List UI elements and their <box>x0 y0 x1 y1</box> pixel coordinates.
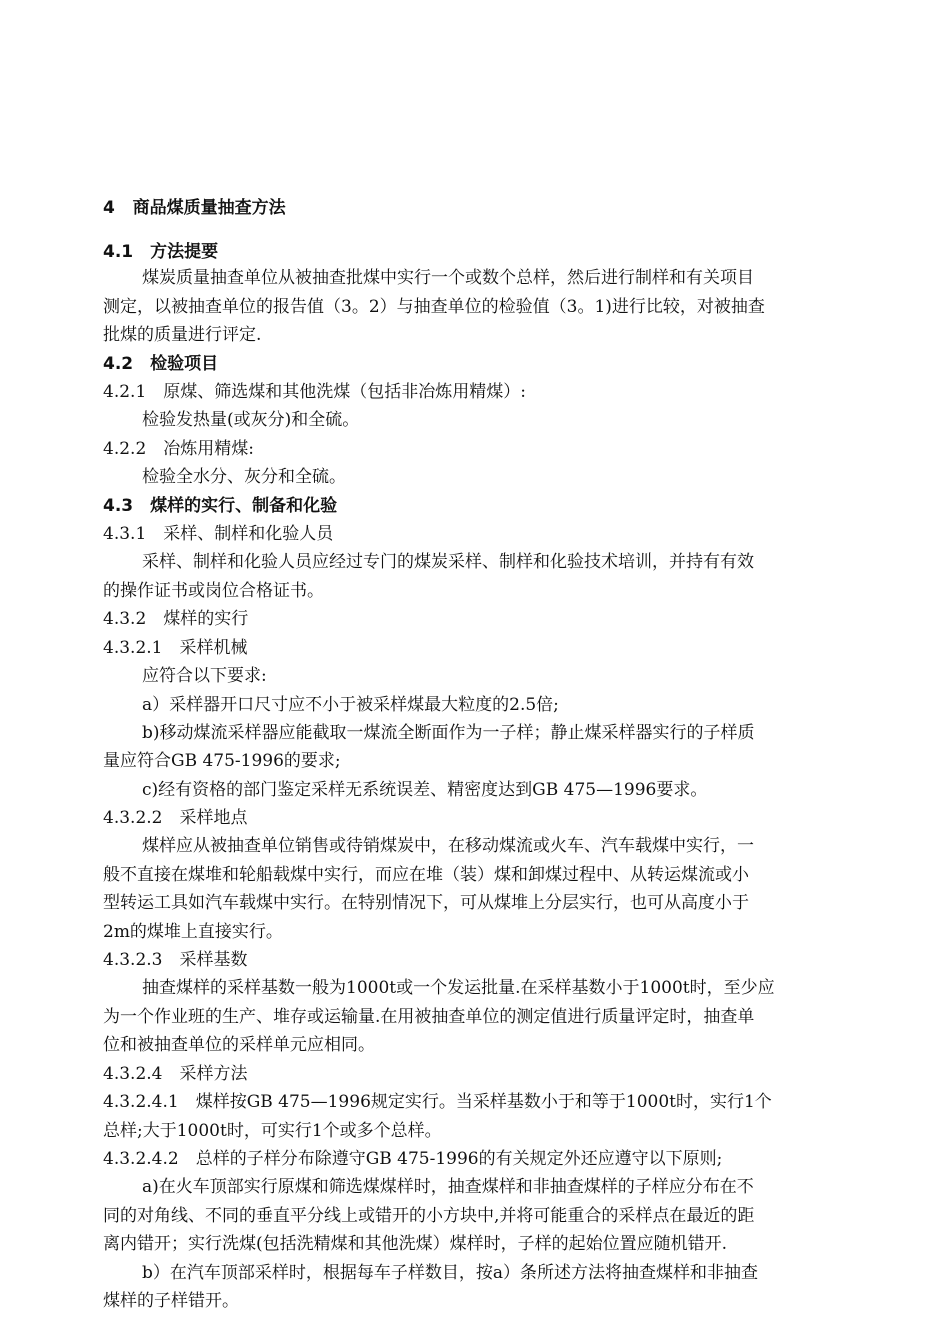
paragraph-line: 量应符合GB 475-1996的要求; <box>103 751 341 771</box>
clause-heading: 4.3.2.1 采样机械 <box>103 638 248 658</box>
list-item: b)移动煤流采样器应能截取一煤流全断面作为一子样；静止煤采样器实行的子样质 <box>142 723 755 743</box>
section-title: 商品煤质量抽查方法 <box>132 198 286 218</box>
paragraph-line: 批煤的质量进行评定. <box>103 325 262 345</box>
paragraph-line: 应符合以下要求: <box>142 666 267 686</box>
paragraph-line: 离内错开；实行洗煤(包括洗精煤和其他洗煤）煤样时，子样的起始位置应随机错开. <box>103 1234 728 1254</box>
paragraph-line: 检验发热量(或灰分)和全硫。 <box>142 410 360 430</box>
paragraph-line: 4.3.2.4.1 煤样按GB 475—1996规定实行。当采样基数小于和等于1000t时，实行1个 <box>103 1092 772 1112</box>
paragraph-line: 采样、制样和化验人员应经过专门的煤炭采样、制样和化验技术培训，并持有有效 <box>142 552 754 572</box>
paragraph-line: 般不直接在煤堆和轮船载煤中实行，而应在堆（装）煤和卸煤过程中、从转运煤流或小 <box>103 865 749 885</box>
subsection-heading: 4.3 煤样的实行、制备和化验 <box>103 496 338 516</box>
section-number: 4 <box>103 198 115 218</box>
paragraph-line: 位和被抽查单位的采样单元应相同。 <box>103 1035 375 1055</box>
paragraph-line: 测定，以被抽查单位的报告值（3。2）与抽查单位的检验值（3。1)进行比较，对被抽查 <box>103 297 765 317</box>
paragraph-line: 煤样的子样错开。 <box>103 1291 239 1311</box>
list-item: a）采样器开口尺寸应不小于被采样煤最大粒度的2.5倍; <box>142 695 559 715</box>
list-item: b）在汽车顶部采样时，根据每车子样数目，按a）条所述方法将抽查煤样和非抽查 <box>142 1263 759 1283</box>
paragraph-line: 抽查煤样的采样基数一般为1000t或一个发运批量.在采样基数小于1000t时，至少应 <box>142 978 775 998</box>
paragraph-line: 煤炭质量抽查单位从被抽查批煤中实行一个或数个总样，然后进行制样和有关项目 <box>142 268 754 288</box>
subsection-heading: 4.1 方法提要 <box>103 242 219 262</box>
paragraph-line: 为一个作业班的生产、堆存或运输量.在用被抽查单位的测定值进行质量评定时，抽查单 <box>103 1007 755 1027</box>
clause-heading: 4.2.1 原煤、筛选煤和其他洗煤（包括非冶炼用精煤）: <box>103 382 526 402</box>
paragraph-line: 同的对角线、不同的垂直平分线上或错开的小方块中,并将可能重合的采样点在最近的距 <box>103 1206 755 1226</box>
clause-heading: 4.2.2 冶炼用精煤: <box>103 439 254 459</box>
paragraph-line: 型转运工具如汽车载煤中实行。在特别情况下，可从煤堆上分层实行，也可从高度小于 <box>103 893 749 913</box>
paragraph-line: 总样;大于1000t时，可实行1个或多个总样。 <box>103 1121 442 1141</box>
paragraph-line: 的操作证书或岗位合格证书。 <box>103 581 324 601</box>
list-item: c)经有资格的部门鉴定采样无系统误差、精密度达到GB 475—1996要求。 <box>142 780 708 800</box>
section-heading <box>103 198 286 218</box>
clause-heading: 4.3.2.4 采样方法 <box>103 1064 248 1084</box>
clause-heading: 4.3.2.2 采样地点 <box>103 808 248 828</box>
clause-heading: 4.3.2.3 采样基数 <box>103 950 248 970</box>
clause-heading: 4.3.2 煤样的实行 <box>103 609 249 629</box>
paragraph-line: 2m的煤堆上直接实行。 <box>103 922 283 942</box>
paragraph-line: 检验全水分、灰分和全硫。 <box>142 467 346 487</box>
paragraph-line: 4.3.2.4.2 总样的子样分布除遵守GB 475-1996的有关规定外还应遵守以下原则; <box>103 1149 723 1169</box>
paragraph-line: 煤样应从被抽查单位销售或待销煤炭中，在移动煤流或火车、汽车载煤中实行，一 <box>142 836 754 856</box>
clause-heading: 4.3.1 采样、制样和化验人员 <box>103 524 334 544</box>
list-item: a)在火车顶部实行原煤和筛选煤煤样时，抽查煤样和非抽查煤样的子样应分布在不 <box>142 1177 754 1197</box>
subsection-heading: 4.2 检验项目 <box>103 354 219 374</box>
